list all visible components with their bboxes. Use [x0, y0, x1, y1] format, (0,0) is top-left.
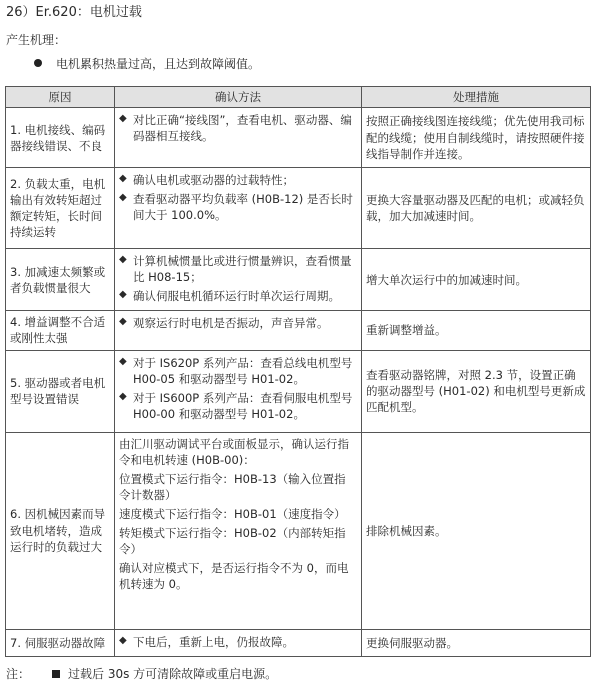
- cause-cell: 3. 加减速太频繁或者负载惯量很大: [6, 249, 115, 311]
- check-text: 下电后，重新上电，仍报故障。: [133, 634, 294, 649]
- remedy-cell: 更换大容量驱动器及匹配的电机；或减轻负载，加大加减速时间。: [362, 168, 591, 249]
- check-text: 确认电机或驱动器的过载特性；: [133, 173, 294, 188]
- cause-cell: 1. 电机接线、编码器接线错误、不良: [6, 108, 115, 168]
- check-text: 转矩模式下运行指令：H0B-02（内部转矩指令）: [119, 526, 346, 557]
- diamond-bullet-icon: ◆: [119, 192, 127, 204]
- check-text: 由汇川驱动调试平台或面板显示，确认运行指令和电机转速 (H0B-00)：: [119, 436, 349, 467]
- check-item: [119, 525, 357, 557]
- header-check: 确认方法: [115, 87, 362, 108]
- fault-table: [5, 86, 591, 657]
- diamond-bullet-icon: ◆: [119, 289, 127, 301]
- check-text: 查看驱动器平均负载率 (H0B-12) 是否长时间大于 100.0%。: [133, 192, 353, 223]
- mechanism-text: 电机累积热量过高，且达到故障阈值。: [56, 57, 261, 71]
- remedy-cell: 按照正确接线图连接线缆；优先使用我司标配的线缆；使用自制线缆时，请按照硬件接线指导制作并连接。: [362, 108, 591, 168]
- cause-cell: 5. 驱动器或者电机型号设置错误: [6, 350, 115, 432]
- cause-cell: 7. 伺服驱动器故障: [6, 629, 115, 656]
- check-item: [119, 506, 357, 522]
- diamond-bullet-icon: ◆: [119, 113, 127, 125]
- diamond-bullet-icon: ◆: [119, 355, 127, 367]
- note-label: 注：: [6, 667, 31, 681]
- check-text: 对于 IS620P 系列产品：查看总线电机型号 H00-05 和驱动器型号 H01-02。: [133, 355, 353, 386]
- table-row: [6, 311, 591, 350]
- diamond-bullet-icon: ◆: [119, 634, 127, 646]
- check-item: [119, 560, 357, 592]
- mechanism-label: 产生机理：: [6, 33, 67, 47]
- bullet-dot-icon: [34, 59, 42, 67]
- check-cell: [115, 311, 362, 350]
- table-row: [6, 629, 591, 656]
- check-cell: [115, 350, 362, 432]
- diamond-bullet-icon: ◆: [119, 173, 127, 185]
- header-remedy: 处理措施: [362, 87, 591, 108]
- cause-cell: 2. 负载太重，电机输出有效转矩超过额定转矩，长时间持续运转: [6, 168, 115, 249]
- check-text: 速度模式下运行指令：H0B-01（速度指令）: [119, 506, 346, 521]
- check-item: [119, 471, 357, 503]
- check-cell: [115, 432, 362, 629]
- check-text: 确认伺服电机循环运行时单次运行周期。: [133, 289, 340, 304]
- diamond-bullet-icon: ◆: [119, 254, 127, 266]
- check-cell: [115, 168, 362, 249]
- remedy-cell: 排除机械因素。: [362, 432, 591, 629]
- header-cause: 原因: [6, 87, 115, 108]
- check-text: 对于 IS600P 系列产品：查看伺服电机型号 H00-00 和驱动器型号 H01-02。: [133, 390, 353, 421]
- table-row: [6, 432, 591, 629]
- check-item: [119, 288, 357, 304]
- footnote: [6, 666, 277, 683]
- check-item: [119, 355, 357, 387]
- check-cell: [115, 629, 362, 656]
- table-header-row: [6, 87, 591, 108]
- table-row: [6, 249, 591, 311]
- table-row: [6, 108, 591, 168]
- check-text: 位置模式下运行指令：H0B-13（输入位置指令计数器）: [119, 471, 346, 502]
- cause-cell: 4. 增益调整不合适或刚性太强: [6, 311, 115, 350]
- check-text: 确认对应模式下，是否运行指令不为 0，而电机转速为 0。: [119, 561, 349, 592]
- check-item: [119, 253, 357, 285]
- check-item: [119, 112, 357, 144]
- remedy-cell: 更换伺服驱动器。: [362, 629, 591, 656]
- table-row: [6, 168, 591, 249]
- check-text: 观察运行时电机是否振动，声音异常。: [133, 316, 329, 331]
- remedy-cell: 重新调整增益。: [362, 311, 591, 350]
- page-title: 26）Er.620：电机过载: [6, 5, 142, 20]
- check-text: 对比正确“接线图”，查看电机、驱动器、编码器相互接线。: [133, 113, 352, 144]
- check-item: [119, 315, 357, 331]
- remedy-cell: 增大单次运行中的加减速时间。: [362, 249, 591, 311]
- remedy-cell: 查看驱动器铭牌，对照 2.3 节，设置正确的驱动器型号 (H01-02) 和电机型号更新成匹配机型。: [362, 350, 591, 432]
- check-cell: [115, 108, 362, 168]
- diamond-bullet-icon: ◆: [119, 390, 127, 402]
- check-item: [119, 390, 357, 422]
- check-text: 计算机械惯量比或进行惯量辨识，查看惯量比 H08-15；: [133, 254, 352, 285]
- table-row: [6, 350, 591, 432]
- cause-cell: 6. 因机械因素而导致电机堵转，造成运行时的负载过大: [6, 432, 115, 629]
- check-item: [119, 634, 357, 650]
- diamond-bullet-icon: ◆: [119, 316, 127, 328]
- note-text: 过载后 30s 方可清除故障或重启电源。: [68, 667, 278, 681]
- mechanism-bullet: [34, 56, 260, 73]
- check-cell: [115, 249, 362, 311]
- square-bullet-icon: [52, 670, 60, 678]
- check-item: [119, 191, 357, 223]
- check-item: [119, 172, 357, 188]
- check-item: [119, 436, 357, 468]
